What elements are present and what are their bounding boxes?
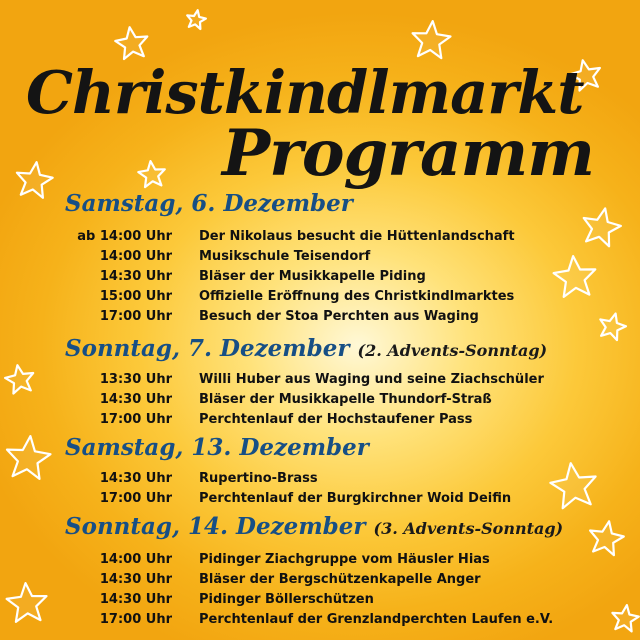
- event-time: 15:00 Uhr: [99, 289, 172, 304]
- day-heading: [65, 190, 353, 218]
- event-time: 17:00 Uhr: [99, 491, 172, 506]
- event-name: Pidinger Böllerschützen: [199, 592, 374, 607]
- event-time: 14:30 Uhr: [99, 592, 172, 607]
- poster-subtitle: Programm: [222, 116, 594, 191]
- event-name: Perchtenlauf der Hochstaufener Pass: [199, 412, 473, 427]
- event-name: Rupertino-Brass: [199, 471, 318, 486]
- event-time: 14:00 Uhr: [99, 249, 172, 264]
- event-name: Bläser der Musikkapelle Piding: [199, 269, 426, 284]
- day-heading: [65, 335, 547, 365]
- day-heading-text: Samstag, 13. Dezember: [65, 434, 369, 461]
- event-time: ab 14:00 Uhr: [77, 229, 172, 244]
- event-name: Besuch der Stoa Perchten aus Waging: [199, 309, 479, 324]
- event-time: 17:00 Uhr: [99, 309, 172, 324]
- schedule-row: [0, 590, 640, 610]
- schedule-row: [0, 307, 640, 327]
- star-outline-icon: [138, 161, 165, 187]
- day-note: (3. Advents-Sonntag): [373, 519, 564, 538]
- event-time: 17:00 Uhr: [99, 412, 172, 427]
- schedule-row: [0, 489, 640, 509]
- day-note: (2. Advents-Sonntag): [357, 341, 548, 360]
- event-time: 14:00 Uhr: [99, 552, 172, 567]
- day-heading-text: Sonntag, 7. Dezember: [65, 335, 350, 362]
- event-name: Offizielle Eröffnung des Christkindlmarktes: [199, 289, 515, 304]
- event-time: 14:30 Uhr: [99, 471, 172, 486]
- star-outline-icon: [17, 162, 53, 198]
- event-name: Perchtenlauf der Burgkirchner Woid Deifin: [199, 491, 512, 506]
- event-name: Der Nikolaus besucht die Hüttenlandschaft: [199, 229, 515, 244]
- day-heading: [65, 434, 369, 462]
- schedule-row: [0, 247, 640, 267]
- event-time: 14:30 Uhr: [99, 572, 172, 587]
- poster-title: Christkindlmarkt: [26, 58, 584, 127]
- event-name: Perchtenlauf der Grenzlandperchten Laufen e.V.: [199, 612, 554, 627]
- schedule-row: [0, 610, 640, 630]
- event-time: 14:30 Uhr: [99, 269, 172, 284]
- day-heading-text: Samstag, 6. Dezember: [65, 190, 353, 217]
- star-outline-icon: [187, 10, 206, 29]
- schedule-row: [0, 370, 640, 390]
- schedule-row: [0, 287, 640, 307]
- event-time: 14:30 Uhr: [99, 392, 172, 407]
- event-time: 17:00 Uhr: [99, 612, 172, 627]
- schedule-row: [0, 570, 640, 590]
- schedule-row: [0, 227, 640, 247]
- event-name: Bläser der Bergschützenkapelle Anger: [199, 572, 481, 587]
- event-name: Bläser der Musikkapelle Thundorf-Straß: [199, 392, 492, 407]
- schedule-row: [0, 390, 640, 410]
- event-time: 13:30 Uhr: [99, 372, 172, 387]
- schedule-row: [0, 410, 640, 430]
- event-name: Willi Huber aus Waging und seine Ziachschüler: [199, 372, 544, 387]
- star-outline-icon: [413, 21, 451, 58]
- day-heading-text: Sonntag, 14. Dezember: [65, 513, 366, 540]
- schedule-row: [0, 267, 640, 287]
- star-outline-icon: [115, 27, 147, 59]
- schedule-row: [0, 550, 640, 570]
- event-name: Musikschule Teisendorf: [199, 249, 371, 264]
- event-name: Pidinger Ziachgruppe vom Häusler Hias: [199, 552, 490, 567]
- day-heading: [65, 513, 563, 543]
- schedule-row: [0, 469, 640, 489]
